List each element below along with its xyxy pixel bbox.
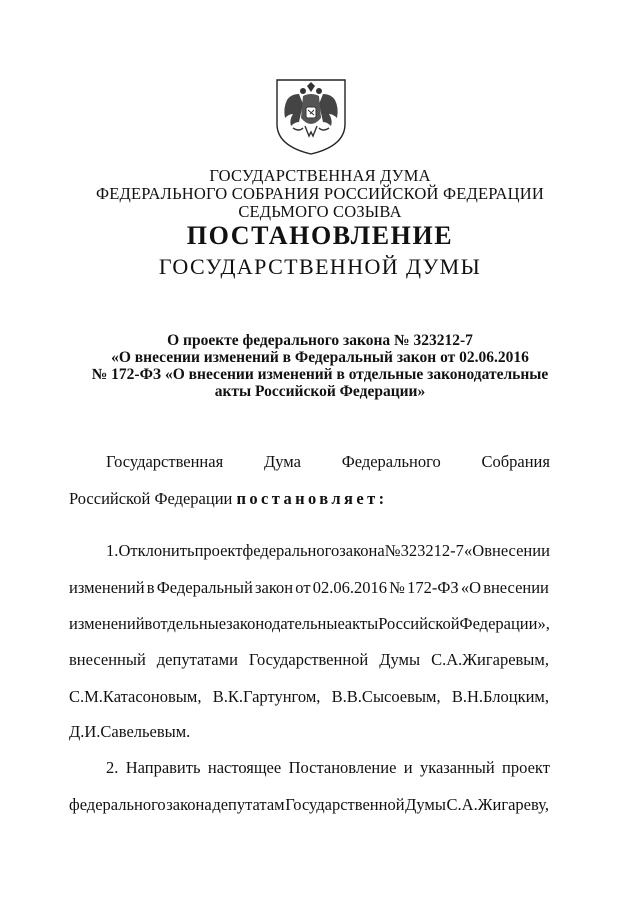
preamble-line-2 bbox=[69, 489, 387, 509]
word: Федеральный bbox=[156, 578, 253, 597]
word: отдельные bbox=[152, 614, 227, 633]
word: депутатам bbox=[212, 795, 285, 814]
word: изменений bbox=[69, 614, 145, 633]
preamble-word: Дума bbox=[263, 452, 301, 471]
p1-word: С.М.Катасоновым, bbox=[69, 687, 202, 706]
word: в bbox=[146, 578, 155, 597]
p2-word: и bbox=[403, 758, 413, 777]
decree-word: постановляет: bbox=[236, 489, 388, 508]
p1-word: С.А.Жигаревым, bbox=[431, 650, 549, 669]
word: закона bbox=[166, 795, 212, 814]
word: внесении bbox=[484, 541, 550, 560]
double-headed-eagle-icon bbox=[269, 74, 353, 158]
p1-word: депутатами bbox=[156, 650, 238, 669]
word: Думы bbox=[405, 795, 446, 814]
preamble-word: Государственная bbox=[106, 452, 224, 471]
p1-word: Государственной bbox=[248, 650, 369, 669]
p2-word: 2. bbox=[106, 758, 119, 777]
document-subtitle: ГОСУДАРСТВЕННОЙ ДУМЫ bbox=[158, 254, 482, 279]
p1-word: Думы bbox=[379, 650, 421, 669]
preamble-word: Федерального bbox=[341, 452, 441, 471]
word: Федерации», bbox=[459, 614, 550, 633]
word: проект bbox=[194, 541, 243, 560]
word: 1. bbox=[106, 541, 119, 560]
issuer-line-2: ФЕДЕРАЛЬНОГО СОБРАНИЯ РОССИЙСКОЙ ФЕДЕРАЦИИ bbox=[96, 184, 544, 203]
word: «О bbox=[463, 541, 485, 560]
word: изменений bbox=[69, 578, 145, 597]
word: закон bbox=[254, 578, 294, 597]
p2-word: настоящее bbox=[207, 758, 282, 777]
subject-line-3: № 172-ФЗ «О внесении изменений в отдельные законодательные bbox=[91, 366, 549, 383]
p1-line-4 bbox=[69, 650, 549, 670]
word: 172-ФЗ bbox=[407, 578, 459, 597]
word: Российской bbox=[378, 614, 460, 633]
coat-of-arms-emblem bbox=[269, 74, 353, 158]
p2-line-2 bbox=[69, 795, 549, 815]
word: в bbox=[144, 614, 153, 633]
subject-line-2: «О внесении изменений в Федеральный закон от 02.06.2016 bbox=[111, 349, 529, 366]
p2-word: Направить bbox=[125, 758, 201, 777]
word: 02.06.2016 bbox=[312, 578, 387, 597]
p1-line-3 bbox=[69, 614, 549, 634]
issuer-line-3: СЕДЬМОГО СОЗЫВА bbox=[238, 202, 402, 221]
word: внесении bbox=[483, 578, 549, 597]
p1-line-5 bbox=[69, 687, 549, 707]
preamble-line-1 bbox=[106, 452, 550, 472]
word: законодательные bbox=[226, 614, 345, 633]
word: федерального bbox=[242, 541, 340, 560]
subject-line-4: акты Российской Федерации» bbox=[214, 383, 426, 400]
p1-word: внесенный bbox=[69, 650, 146, 669]
p1-word: В.В.Сысоевым, bbox=[331, 687, 441, 706]
word: С.А.Жигареву, bbox=[446, 795, 549, 814]
p1-line-6: Д.И.Савельевым. bbox=[69, 722, 191, 741]
subject-line-1: О проекте федерального закона № 323212-7 bbox=[167, 332, 473, 349]
preamble-text: Российской Федерации bbox=[69, 489, 233, 508]
word: федерального bbox=[69, 795, 166, 814]
document-title: ПОСТАНОВЛЕНИЕ bbox=[186, 221, 454, 250]
word: Государственной bbox=[285, 795, 405, 814]
p2-line-1 bbox=[106, 758, 550, 778]
p2-word: Постановление bbox=[288, 758, 397, 777]
p1-word: В.Н.Блоцким, bbox=[451, 687, 549, 706]
issuer-line-1: ГОСУДАРСТВЕННАЯ ДУМА bbox=[209, 166, 431, 185]
p2-word: проект bbox=[502, 758, 550, 777]
word: 323212-7 bbox=[400, 541, 464, 560]
p2-word: указанный bbox=[419, 758, 495, 777]
word: «О bbox=[460, 578, 481, 597]
p1-line-1 bbox=[106, 541, 550, 561]
preamble-word: Собрания bbox=[481, 452, 550, 471]
word: Отклонить bbox=[118, 541, 195, 560]
word: № bbox=[389, 578, 405, 597]
p1-word: В.К.Гартунгом, bbox=[212, 687, 321, 706]
word: № bbox=[384, 541, 401, 560]
word: закона bbox=[339, 541, 385, 560]
word: акты bbox=[344, 614, 379, 633]
word: от bbox=[295, 578, 311, 597]
p1-line-2 bbox=[69, 578, 549, 598]
